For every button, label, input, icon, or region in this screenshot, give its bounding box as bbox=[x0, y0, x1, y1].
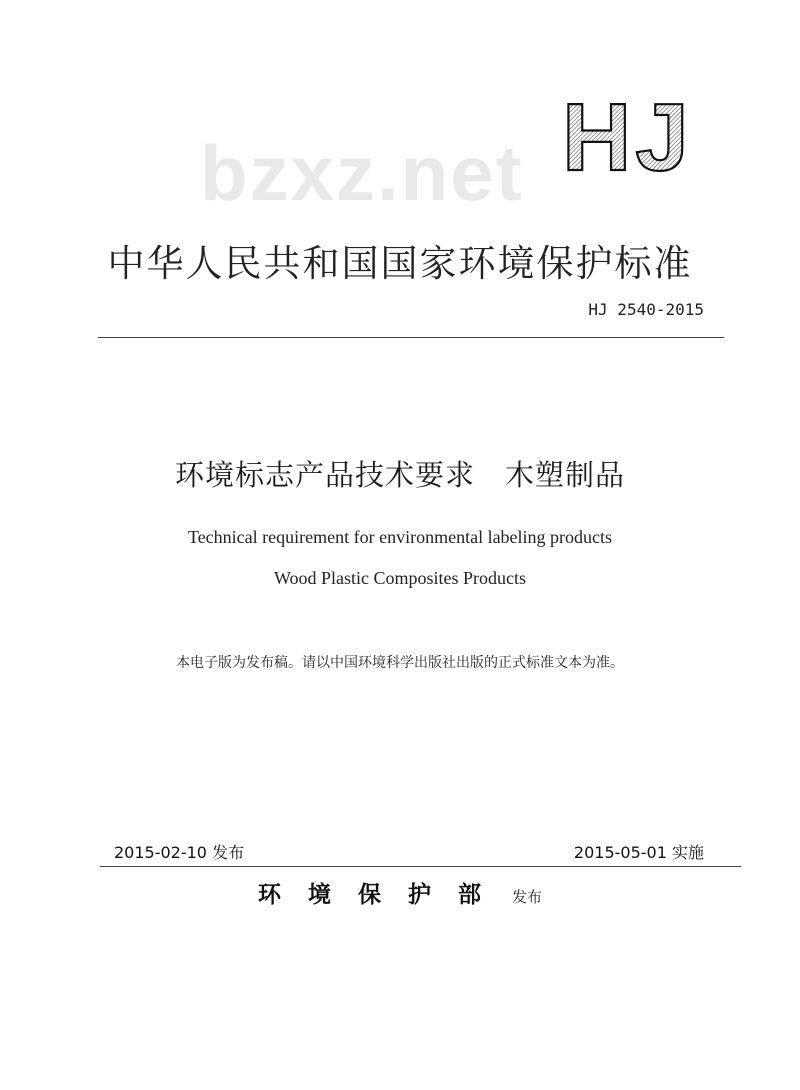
electronic-version-notice: 本电子版为发布稿。请以中国环境科学出版社出版的正式标准文本为准。 bbox=[176, 655, 624, 671]
standard-category-title: 中华人民共和国国家环境保护标准 bbox=[107, 242, 693, 285]
publish-date: 2015-02-10 发布 bbox=[114, 843, 245, 862]
document-title-english-line1: Technical requirement for environmental labeling products bbox=[187, 527, 613, 547]
bottom-divider bbox=[100, 866, 741, 867]
document-title-english-line2: Wood Plastic Composites Products bbox=[273, 568, 527, 588]
implementation-date: 2015-05-01 实施 bbox=[573, 843, 704, 862]
hj-logo bbox=[560, 92, 705, 178]
issuer-name: 环境保护部 bbox=[257, 881, 508, 908]
hj-logo-text: HJ bbox=[562, 92, 693, 178]
watermark: bzxz.net bbox=[200, 129, 524, 217]
document-title-chinese: 环境标志产品技术要求 木塑制品 bbox=[174, 458, 625, 492]
top-divider bbox=[98, 337, 724, 338]
issuer bbox=[0, 876, 800, 909]
issuer-suffix: 发布 bbox=[511, 888, 542, 906]
standard-number: HJ 2540-2015 bbox=[588, 300, 704, 319]
